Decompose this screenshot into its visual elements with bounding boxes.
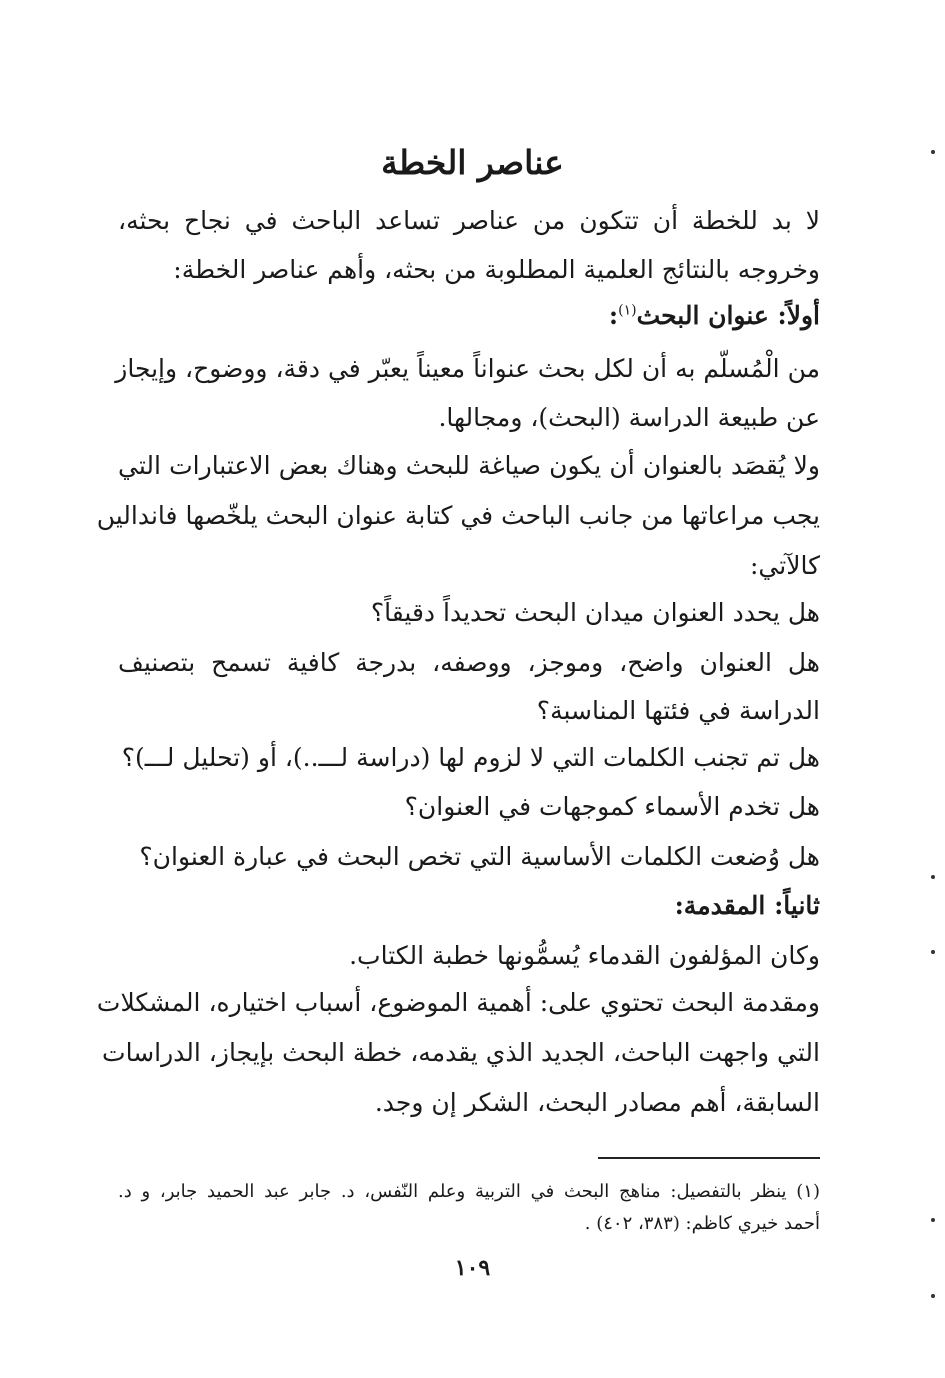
- para2-line-2: يجب مراعاتها من جانب الباحث في كتابة عنوان البحث يلخّصها فانداليں: [96, 501, 820, 530]
- question-2-line-1: هل العنوان واضح، وموجز، ووصفه، بدرجة كافية تسمح بتصنيف: [118, 648, 820, 677]
- margin-mark: [931, 1294, 935, 1298]
- para1-line-1: من الْمُسلّم به أن لكل بحث عنواناً معيناً يعبّر في دقة، ووضوح، وإيجاز: [115, 354, 820, 383]
- margin-mark: [931, 1218, 935, 1222]
- para1-line-2: عن طبيعة الدراسة (البحث)، ومجالها.: [438, 403, 820, 432]
- question-4: هل تخدم الأسماء كموجهات في العنوان؟: [404, 792, 820, 821]
- footnote-line-2: أحمد خيري كاظم: (٣٨٣، ٤٠٢) .: [584, 1213, 820, 1234]
- para2-line-1: ولا يُقصَد بالعنوان أن يكون صياغة للبحث وهناك بعض الاعتبارات التي: [118, 451, 820, 480]
- page-title: عناصر الخطة: [381, 143, 564, 182]
- margin-mark: [931, 150, 935, 154]
- intro-line-1: لا بد للخطة أن تتكون من عناصر تساعد الباحث في نجاح بحثه،: [118, 206, 820, 235]
- footnote-line-1: (١) ينظر بالتفصيل: مناهج البحث في التربية وعلم النّفس، د. جابر عبد الحميد جابر، و د.: [118, 1181, 820, 1202]
- para4-line-3: السابقة، أهم مصادر البحث، الشكر إن وجد.: [374, 1088, 820, 1117]
- margin-mark: [931, 875, 935, 879]
- section-heading-introduction: ثانياً: المقدمة:: [674, 891, 820, 920]
- footnote-reference: (١): [618, 302, 637, 319]
- section-heading-title: [118, 303, 820, 328]
- para4-line-1: ومقدمة البحث تحتوي على: أهمية الموضوع، أسباب اختياره، المشكلات: [96, 988, 820, 1017]
- intro-line-2: وخروجه بالنتائج العلمية المطلوبة من بحثه، وأهم عناصر الخطة:: [173, 255, 820, 284]
- question-2-line-2: الدراسة في فئتها المناسبة؟: [536, 696, 820, 725]
- para4-line-2: التي واجهت الباحث، الجديد الذي يقدمه، خطة البحث بإيجاز، الدراسات: [102, 1038, 820, 1067]
- question-5: هل وُضعت الكلمات الأساسية التي تخص البحث في عبارة العنوان؟: [139, 842, 820, 871]
- section-heading-colon: :: [608, 301, 619, 330]
- para3: وكان المؤلفون القدماء يُسمُّونها خطبة الكتاب.: [349, 941, 820, 970]
- margin-mark: [931, 950, 935, 954]
- section-heading-title-text: أولاً: عنوان البحث: [636, 301, 820, 330]
- footnote-divider: [598, 1157, 820, 1159]
- page-number: ١٠٩: [454, 1255, 491, 1281]
- question-1: هل يحدد العنوان ميدان البحث تحديداً دقيقاً؟: [370, 598, 820, 627]
- para2-line-3: كالآتي:: [750, 551, 820, 580]
- question-3: هل تم تجنب الكلمات التي لا لزوم لها (دراسة لـــ..)، أو (تحليل لـــ)؟: [121, 743, 820, 772]
